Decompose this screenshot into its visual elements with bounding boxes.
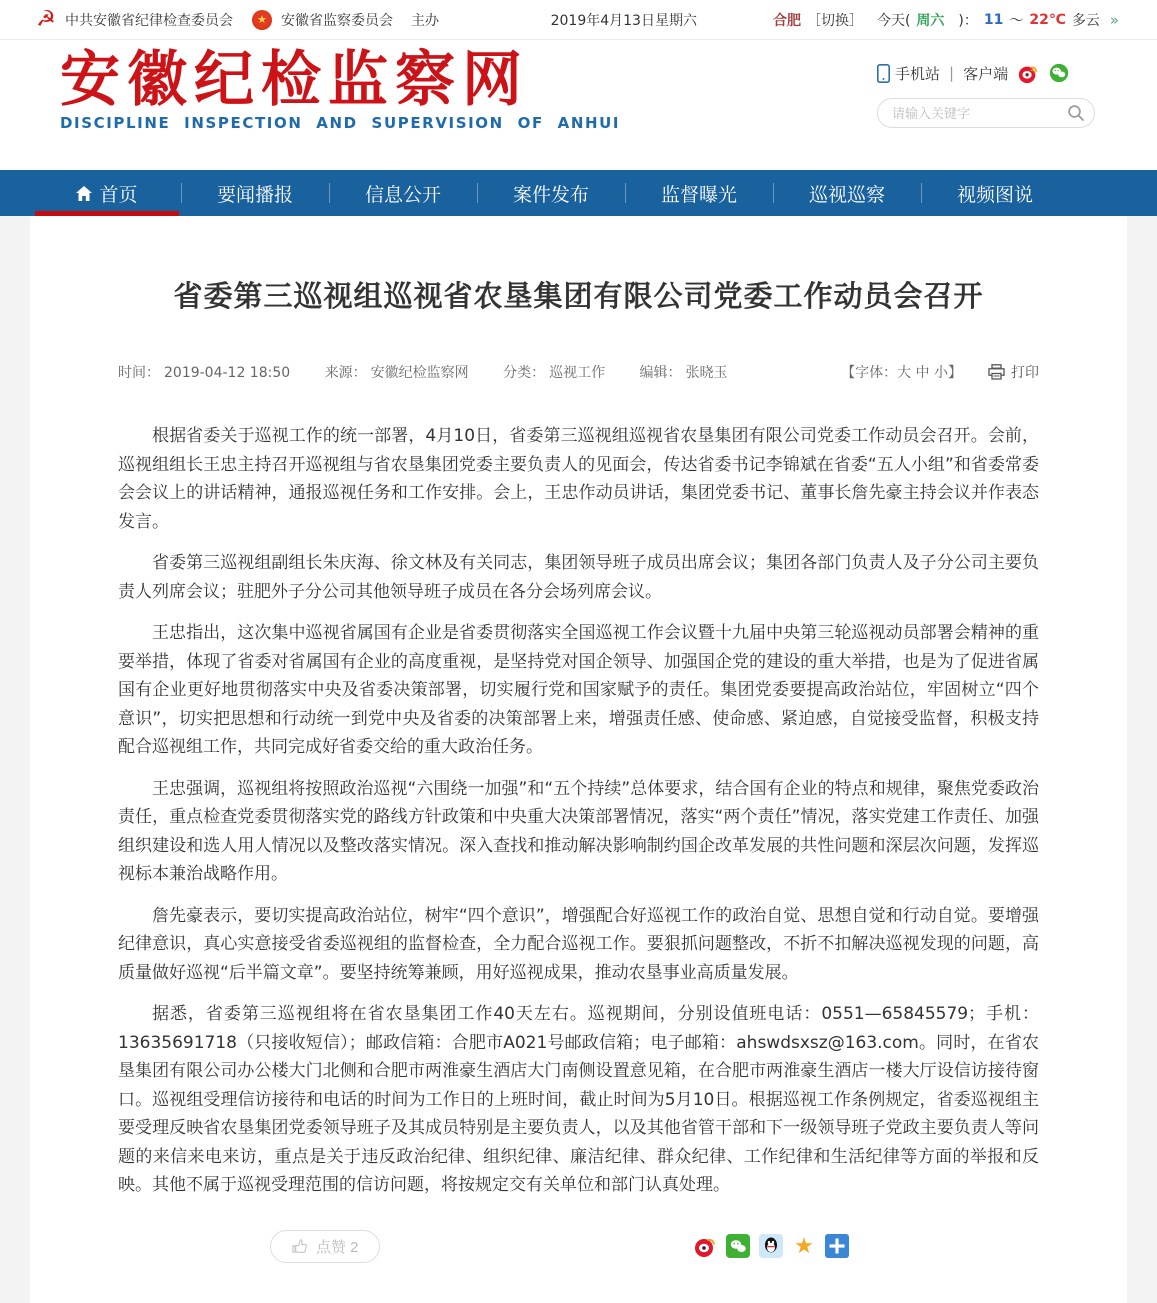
nav-item-news[interactable]: 要闻播报 <box>181 170 329 216</box>
meta-editor-value: 张晓玉 <box>685 365 728 381</box>
printer-icon <box>988 364 1005 380</box>
mobile-phone-icon <box>877 64 890 83</box>
article-title: 省委第三巡视组巡视省农垦集团有限公司党委工作动员会召开 <box>173 279 984 313</box>
header-utilities <box>877 62 1097 128</box>
meta-source-value: 安徽纪检监察网 <box>370 365 469 381</box>
meta-category-label: 分类： <box>503 365 546 381</box>
paragraph-4: 王忠强调，巡视组将按照政治巡视“六围绕一加强”和“五个持续”总体要求，结合国有企业的特点和规律，聚焦党委政治责任，重点检查党委贯彻落实党的路线方针政策和中央重大决策部署情况，落实“两个责任”情况，落实党建工作责任、加强组织建设和选人用人情况以及整改落实情况。深入查找和推动解决影响制约国企改革发展的共性问题和深层次问题，发挥巡视标本兼治战略作用。 <box>118 778 1039 884</box>
share-qq-icon[interactable] <box>759 1234 783 1258</box>
meta-info <box>118 362 732 382</box>
weather-city-link[interactable]: 合肥 <box>772 12 801 29</box>
nav-item-info-disclosure[interactable]: 信息公开 <box>329 170 477 216</box>
main-nav <box>0 170 1157 216</box>
site-subtitle: DISCIPLINE INSPECTION AND SUPERVISION OF ANHUI <box>60 114 621 132</box>
share-more-icon[interactable] <box>825 1234 849 1258</box>
app-client-link[interactable]: 客户端 <box>963 64 1009 83</box>
share-qzone-icon[interactable]: ★ <box>794 1233 814 1259</box>
site-search <box>877 98 1095 128</box>
share-wechat-icon[interactable] <box>726 1234 750 1258</box>
home-icon <box>76 186 92 201</box>
paragraph-5: 詹先豪表示，要切实提高政治站位，树牢“四个意识”，增强配合好巡视工作的政治自觉、思想自觉和行动自觉。要增强纪律意识，真心实意接受省委巡视组的监督检查，全力配合巡视工作。要狠抓问题整改，不折不扣解决巡视发现的问题，高质量做好巡视“后半篇文章”。要坚持统筹兼顾，用好巡视成果，推动农垦事业高质量发展。 <box>118 905 1039 983</box>
temp-high: 22℃ <box>1029 11 1066 28</box>
temp-low: 11 <box>983 11 1004 28</box>
paragraph-2: 省委第三巡视组副组长朱庆海、徐文林及有关同志，集团领导班子成员出席会议；集团各部门负责人及子分公司主要负责人列席会议；驻肥外子分公司其他领导班子成员在各分会场列席会议。 <box>118 553 1039 602</box>
host-organizations <box>35 6 439 32</box>
mobile-site-link[interactable]: 手机站 <box>877 63 940 84</box>
nav-item-video-gallery[interactable]: 视频图说 <box>921 170 1069 216</box>
weather-today-close: )： <box>958 12 978 29</box>
font-size-control[interactable]: 【字体：大 中 小】 <box>841 365 962 381</box>
host-suffix: 主办 <box>411 12 439 29</box>
weibo-icon[interactable] <box>1017 62 1039 84</box>
article-body <box>118 422 1039 1200</box>
paragraph-1: 根据省委关于巡视工作的统一部署，4月10日，省委第三巡视组巡视省农垦集团有限公司党委工作动员会召开。会前，巡视组组长王忠主持召开巡视组与省农垦集团党委主要负责人的见面会，传达省委书记李锦斌在省委“五人小组”和省委常委会会议上的讲话精神，通报巡视任务和工作安排。会上，王忠作动员讲话，集团党委书记、董事长詹先豪主持会议并作表态发言。 <box>118 426 1039 532</box>
meta-time-label: 时间： <box>118 365 160 381</box>
search-icon[interactable] <box>1067 104 1085 122</box>
links-separator: | <box>949 64 955 82</box>
host-link-supervision[interactable]: 安徽省监察委员会 <box>281 12 393 29</box>
date-weather <box>551 10 1119 30</box>
site-name: 安徽纪检监察网 <box>60 45 529 115</box>
article-footer <box>118 1230 1039 1263</box>
meta-category-value: 巡视工作 <box>549 365 606 381</box>
search-input[interactable] <box>877 98 1095 128</box>
city-switch-link[interactable]: ［切换］ <box>806 12 863 29</box>
share-bar <box>693 1234 849 1258</box>
weather-weekday: 周六 <box>916 12 945 29</box>
paragraph-3: 王忠指出，这次集中巡视省属国有企业是省委贯彻落实全国巡视工作会议暨十九届中央第三轮巡视动员部署会精神的重要举措，体现了省委对省属国有企业的高度重视，是坚持党对国企领导、加强国企党的建设的重大举措，也是为了促进省属国有企业更好地贯彻落实中央及省委决策部署，切实履行党和国家赋予的责任。集团党委要提高政治站位，牢固树立“四个意识”，切实把思想和行动统一到党中央及省委的决策部署上来，增强责任感、使命感、紧迫感，自觉接受监督，积极支持配合巡视组工作，共同完成好省委交给的重大政治任务。 <box>118 623 1039 757</box>
article-card <box>30 216 1127 1303</box>
weather-condition: 多云 <box>1071 12 1100 29</box>
weather-today-prefix: 今天( <box>876 12 911 29</box>
national-emblem-icon: ★ <box>251 9 273 31</box>
meta-source-label: 来源： <box>324 365 367 381</box>
nav-item-case-release[interactable]: 案件发布 <box>477 170 625 216</box>
wechat-icon[interactable] <box>1048 62 1070 84</box>
host-link-ccdi[interactable]: 中共安徽省纪律检查委员会 <box>65 12 233 29</box>
site-logo[interactable] <box>60 45 621 132</box>
share-weibo-icon[interactable] <box>693 1234 717 1258</box>
article-meta <box>118 362 1039 382</box>
party-emblem-icon: ☭ <box>36 6 56 32</box>
thumbs-up-icon <box>291 1238 308 1255</box>
site-header <box>0 40 1157 170</box>
paragraph-6: 据悉，省委第三巡视组将在省农垦集团工作40天左右。巡视期间，分别设值班电话：0551—65845579；手机：13635691718（只接收短信）；邮政信箱：合肥市A021号邮政信箱；电子邮箱：ahswdsxsz@163.com。同时，在省农垦集团有限公司办公楼大门北侧和合肥市两淮豪生酒店大门南侧设置意见箱，在合肥市两淮豪生酒店一楼大厅设信访接待窗口。巡视组受理信访接待和电话的时间为工作日的上班时间，截止时间为5月10日。根据巡视工作条例规定，省委巡视组主要受理反映省农垦集团党委领导班子及其成员特别是主要负责人，以及其他省管干部和下一级领导班子党政主要负责人等问题的来信来电来访，重点是关于违反政治纪律、组织纪律、廉洁纪律、群众纪律、工作纪律和生活纪律等方面的举报和反映。其他不属于巡视受理范围的信访问题，将按规定交有关单位和部门认真处理。 <box>118 1004 1039 1195</box>
temp-tilde: ～ <box>1009 12 1024 29</box>
current-date: 2019年4月13日星期六 <box>550 12 697 29</box>
print-button[interactable]: 打印 <box>988 362 1039 382</box>
meta-editor-label: 编辑： <box>639 365 682 381</box>
nav-item-home[interactable]: 首页 <box>33 170 181 216</box>
top-bar <box>0 0 1157 40</box>
nav-item-supervision-exposure[interactable]: 监督曝光 <box>625 170 773 216</box>
like-button[interactable]: 点赞 2 <box>270 1230 380 1263</box>
weather-more-link[interactable]: » <box>1109 10 1119 29</box>
nav-item-inspection-tour[interactable]: 巡视巡察 <box>773 170 921 216</box>
meta-time-value: 2019-04-12 18:50 <box>164 365 291 381</box>
